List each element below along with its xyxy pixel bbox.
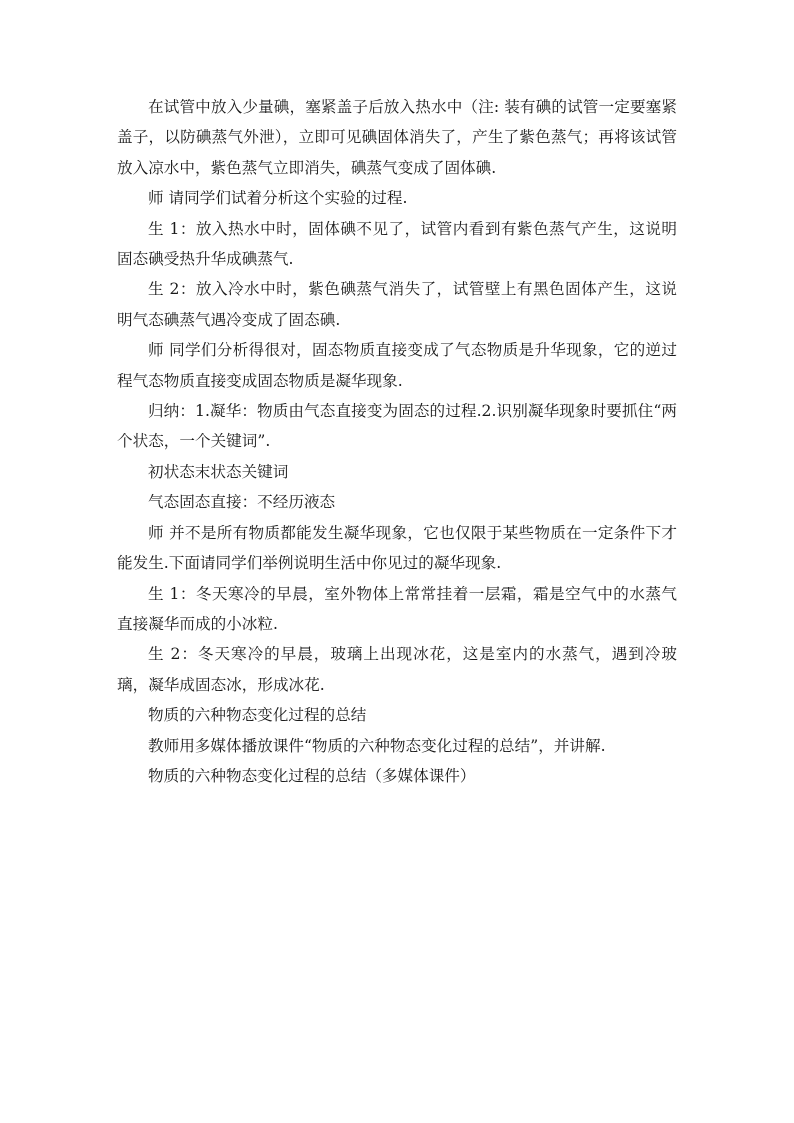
paragraph-student1-frost: 生 1：冬天寒冷的早晨，室外物体上常常挂着一层霜，霜是空气中的水蒸气直接凝华而成的小冰粒. <box>117 584 677 633</box>
paragraph-state-keywords: 初状态末状态关键词 <box>148 462 289 481</box>
paragraph-teacher-analysis: 师 同学们分析得很对，固态物质直接变成了气态物质是升华现象，它的逆过程气态物质直接变成固态物质是凝华现象. <box>117 341 677 390</box>
paragraph-multimedia-caption: 物质的六种物态变化过程的总结（多媒体课件） <box>148 766 476 785</box>
paragraph-state-direct: 气态固态直接：不经历液态 <box>148 493 336 512</box>
paragraph-multimedia-intro: 教师用多媒体播放课件“物质的六种物态变化过程的总结”，并讲解. <box>148 736 606 755</box>
paragraph-experiment: 在试管中放入少量碘，塞紧盖子后放入热水中（注: 装有碘的试管一定要塞紧盖子，以防碘蒸气外泄），立即可见碘固体消失了，产生了紫色蒸气；再将该试管放入凉水中，紫色蒸气立即消失，碘蒸气变成了固体碘. <box>117 98 677 177</box>
paragraph-teacher-prompt: 师 请同学们试着分析这个实验的过程. <box>148 189 408 208</box>
paragraph-summary: 归纳：1.凝华：物质由气态直接变为固态的过程.2.识别凝华现象时要抓住“两个状态，一个关键词”. <box>117 402 677 451</box>
paragraph-six-changes-heading: 物质的六种物态变化过程的总结 <box>148 706 367 725</box>
paragraph-teacher-examples: 师 并不是所有物质都能发生凝华现象，它也仅限于某些物质在一定条件下才能发生.下面请同学们举例说明生活中你见过的凝华现象. <box>117 523 677 573</box>
paragraph-student2-cold: 生 2：放入冷水中时，紫色碘蒸气消失了，试管壁上有黑色固体产生，这说明气态碘蒸气遇冷变成了固态碘. <box>117 280 677 329</box>
paragraph-student1-hot: 生 1：放入热水中时，固体碘不见了，试管内看到有紫色蒸气产生，这说明固态碘受热升华成碘蒸气. <box>117 219 677 269</box>
paragraph-student2-ice-flower: 生 2：冬天寒冷的早晨，玻璃上出现冰花，这是室内的水蒸气，遇到冷玻璃，凝华成固态冰，形成冰花. <box>117 645 677 694</box>
document-body <box>117 92 677 791</box>
